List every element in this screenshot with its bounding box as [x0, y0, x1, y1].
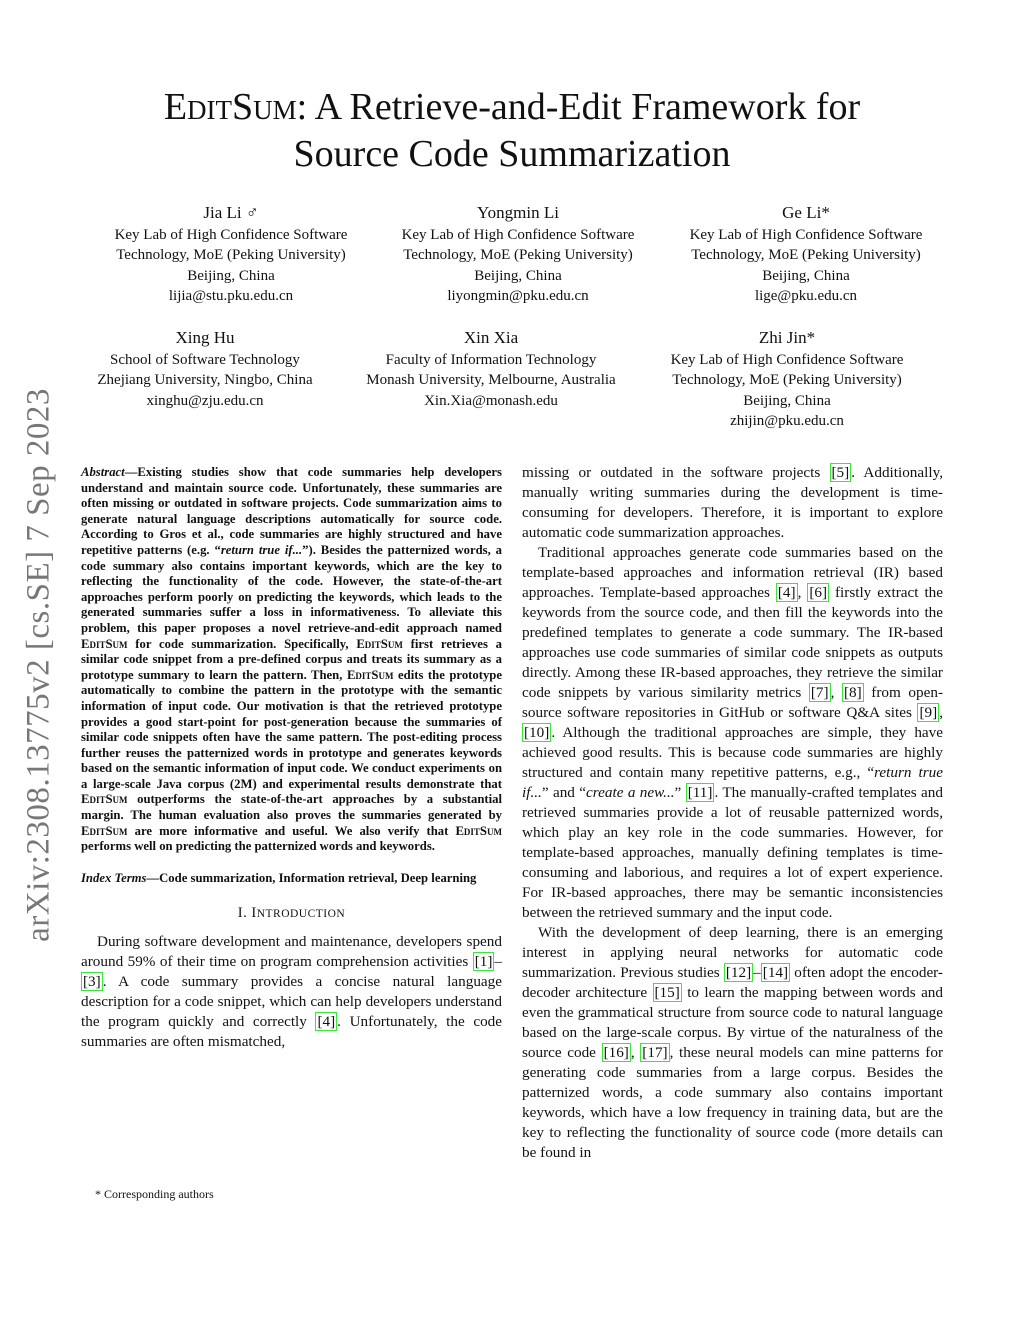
author-affiliation: Key Lab of High Confidence Software: [689, 226, 923, 243]
author-name: Zhi Jin*: [758, 328, 816, 347]
left-column: [81, 465, 502, 1052]
citation-link[interactable]: [15]: [654, 984, 680, 1001]
citation-link[interactable]: [7]: [810, 684, 829, 701]
paper-title: EditSum: A Retrieve-and-Edit Framework for Source Code Summarization: [163, 86, 861, 175]
author-name: Ge Li*: [782, 203, 830, 222]
index-terms: Index Terms—Code summarization, Information retrieval, Deep learning: [81, 870, 477, 885]
author-location: Beijing, China: [474, 267, 562, 284]
author-affiliation: School of Software Technology: [110, 351, 300, 368]
citation-link[interactable]: [6]: [809, 584, 828, 601]
author-block: [45, 328, 365, 411]
citation-link[interactable]: [1]: [474, 953, 493, 971]
citation-link[interactable]: [11]: [687, 784, 713, 801]
author-affiliation: Technology, MoE (Peking University): [691, 247, 921, 264]
intro-paragraph: During software development and maintenance, developers spend around 59% of their time on program comprehension activities [1] –[3] . A code summary provides a concise natural language description for a code snippet, which can help developers understand the program quickly and correctly [4] . Unfortunately, the code summaries are often mismatched,: [81, 933, 502, 1051]
citation-link[interactable]: [4]: [777, 584, 796, 601]
citation-link[interactable]: [14]: [762, 964, 789, 981]
citation-link[interactable]: [17]: [642, 1044, 668, 1061]
author-block: [71, 203, 391, 307]
author-affiliation: Key Lab of High Confidence Software: [401, 226, 635, 243]
right-column: [522, 463, 943, 1163]
author-affiliation: Technology, MoE (Peking University): [116, 247, 346, 264]
author-email: Xin.Xia@monash.edu: [424, 392, 558, 409]
body-paragraph: Traditional approaches generate code summaries based on the template-based approaches and information retrieval (IR) based approaches. Template-based approaches [4] , [6] firstly extract the keywords from the source code, and then fill the keywords into the predefined templates to generate a code summary. The IR-based approaches use code summaries of similar code snippets as outputs directly. Among these IR-based approaches, they retrieve the similar code snippets by various similarity metrics [7] , [8] from open-source software repositories in GitHub or software Q&A sites [9] , [10] . Although the traditional approaches are simple, they have achieved good results. This is because code summaries are highly structured and contain many repetitive patterns, e.g., “return true if...” and “create a new...” [11] . The manually-crafted templates and retrieved summaries provide a lot of reusable patternized words, which play an key role in the code summaries. However, for template-based approaches, manually defining templates is time-consuming and laborious, and requires a lot of expert experience. For IR-based approaches, there may be semantic inconsistencies between the retrieved summary and the input code.: [522, 544, 944, 921]
citation-link[interactable]: [12]: [725, 964, 752, 981]
body-paragraph: With the development of deep learning, there is an emerging interest in applying neural networks for automatic code summarization. Previous studies [12] – [14] often adopt the encoder-decoder architecture [15] to learn the mapping between words and even the grammatical structure from source code to natural language based on the large-scale corpus. By virtue of the naturalness of the source code [16] , [17] , these neural models can mine patterns for generating code summaries from a large corpus. Besides the patternized words, a code summary also contains important keywords, which have a low frequency in training data, but are the key to reflecting the functionality of source code (more details can be found in: [522, 924, 944, 1161]
section-heading: I. INTRODUCTION: [237, 905, 346, 922]
author-name: Jia Li ♂: [203, 203, 259, 222]
author-block: [331, 328, 651, 411]
author-affiliation: Faculty of Information Technology: [385, 351, 597, 368]
author-block: [627, 328, 947, 432]
citation-link[interactable]: [16]: [603, 1044, 629, 1061]
author-affiliation: Technology, MoE (Peking University): [672, 372, 902, 389]
arxiv-identifier: arXiv:2308.13775v2 [cs.SE] 7 Sep 2023: [20, 388, 57, 942]
citation-link[interactable]: [10]: [524, 724, 550, 741]
abstract: Abstract—Existing studies show that code summaries help developers understand and maintain source code. Unfortunately, these summaries are often missing or outdated in software projects. Code summarization aims to generate natural language descriptions automatically for source code. According to Gros et al., code summaries are highly structured and have repetitive patterns (e.g. “return true if...”). Besides the patternized words, a code summary also contains important keywords, which are the key to reflecting the functionality of the code. However, the state-of-the-art approaches perform poorly on predicting the keywords, which leads to the generated summaries suffer a loss in informativeness. To alleviate this problem, this paper proposes a novel retrieve-and-edit approach named EditSum for code summarization. Specifically, EditSum first retrieves a similar code snippet from a pre-defined corpus and treats its summary as a prototype summary to learn the pattern. Then, EditSum edits the prototype automatically to combine the pattern in the prototype with the semantic information of input code. Our motivation is that the retrieved prototype provides a good start-point for post-generation because the summaries of similar code snippets often have the same pattern. The post-editing process further reuses the patternized words in prototype and generates keywords based on the semantic information of input code. We conduct experiments on a large-scale Java corpus (2M) and experimental results demonstrate that EditSum outperforms the state-of-the-art approaches by a substantial margin. The human evaluation also proves the summaries generated by EditSum are more informative and useful. We also verify that EditSum performs well on predicting the patternized words and keywords.: [81, 465, 502, 854]
author-email: zhijin@pku.edu.cn: [730, 413, 844, 430]
citation-link[interactable]: [9]: [919, 704, 938, 721]
author-email: lige@pku.edu.cn: [754, 288, 858, 305]
author-affiliation: Technology, MoE (Peking University): [403, 247, 633, 264]
citation-link[interactable]: [4]: [317, 1013, 336, 1031]
author-name: Xing Hu: [175, 328, 235, 347]
author-affiliation: Key Lab of High Confidence Software: [114, 226, 348, 243]
author-location: Beijing, China: [743, 392, 831, 409]
author-affiliation: Zhejiang University, Ningbo, China: [97, 372, 313, 389]
body-paragraph: missing or outdated in the software projects [5] . Additionally, manually writing summaries during the development is time-consuming for developers. Therefore, it is important to explore automatic code summarization approaches.: [522, 464, 943, 541]
author-location: Beijing, China: [762, 267, 850, 284]
citation-link[interactable]: [8]: [843, 684, 862, 701]
author-affiliation: Monash University, Melbourne, Australia: [366, 372, 616, 389]
author-location: Beijing, China: [187, 267, 275, 284]
author-name: Yongmin Li: [477, 203, 559, 222]
citation-link[interactable]: [5]: [831, 464, 850, 481]
footnote: * Corresponding authors: [95, 1187, 214, 1201]
author-name: Xin Xia: [463, 328, 519, 347]
author-block: [646, 203, 966, 307]
author-email: lijia@stu.pku.edu.cn: [168, 288, 294, 305]
author-email: xinghu@zju.edu.cn: [146, 392, 264, 409]
arxiv-sidebar: [14, 370, 64, 960]
author-block: [358, 203, 678, 307]
author-email: liyongmin@pku.edu.cn: [447, 288, 589, 305]
citation-link[interactable]: [3]: [83, 973, 101, 991]
author-affiliation: Key Lab of High Confidence Software: [670, 351, 904, 368]
